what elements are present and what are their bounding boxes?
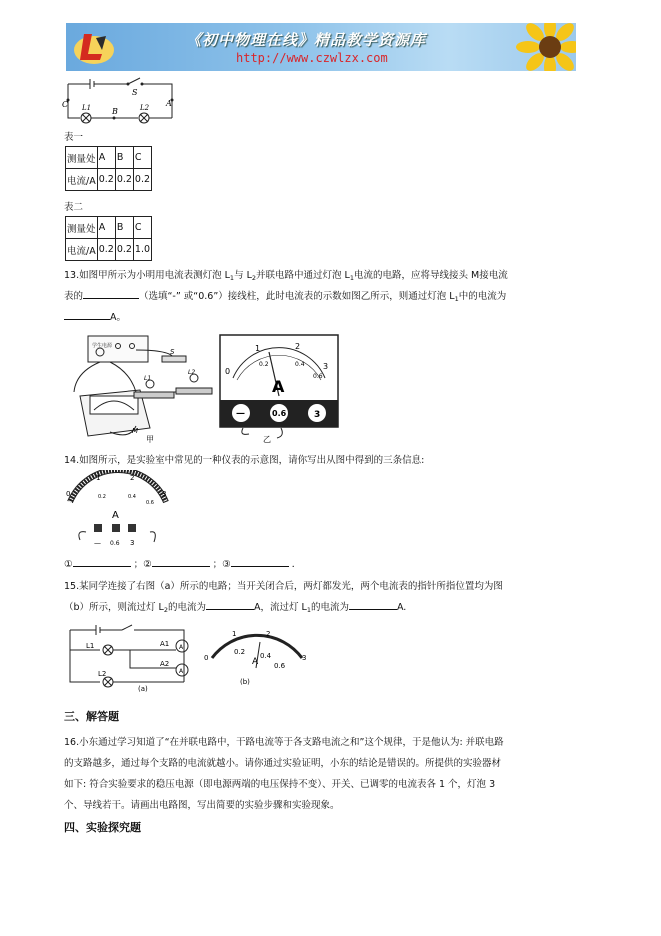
q15-line2: （b）所示，则流过灯 $L_2$的电流为 A，流过灯 $L_1$的电流为 A. [64, 597, 406, 621]
table-cell: A [97, 217, 115, 239]
terminal-label: 0.6 [272, 409, 287, 418]
q13-line1: 13.如图甲所示为小明用电流表测灯泡 $L_1$与 $L_2$并联电路中通过灯泡 $L_1$电流的电路，应将导线接头 M接电流 [64, 270, 508, 282]
tick-label: 2 [130, 474, 135, 482]
tick-label: 3 [302, 654, 307, 662]
meter-unit: A [272, 377, 285, 396]
q15-circuit-a [64, 624, 194, 692]
terminal-label: 3 [314, 410, 321, 420]
answer-blank[interactable] [83, 288, 139, 299]
label-l1: L1 [144, 375, 152, 382]
tick-label: 0.2 [98, 494, 106, 500]
table-cell: 测量处 [66, 217, 98, 239]
terminal-label: — [236, 409, 245, 419]
label-s: S [170, 348, 175, 356]
label-l2: L2 [188, 369, 196, 376]
tick-label: 1 [96, 474, 101, 482]
table-cell: C [133, 147, 151, 169]
table-cell: 0.2 [133, 169, 151, 191]
figure-jia-caption: 甲 [146, 435, 154, 444]
q16-line: 如下: 符合实验要求的稳压电源（即电源两端的电压保持不变）、开关、已调零的电流表各 1 个，灯泡 3 [64, 779, 496, 790]
figure-yi-ammeter [219, 334, 341, 444]
terminal-label: 3 [130, 539, 135, 547]
ammeter-symbol: A [179, 668, 184, 675]
label-l2: L2 [98, 670, 107, 678]
q15-line1: 15.某同学连接了右图（a）所示的电路；当开关闭合后，两灯都发光，两个电流表的指针所指位置均为图 [64, 581, 503, 592]
answer-blank[interactable] [206, 599, 254, 610]
table-cell: A [97, 147, 115, 169]
meter-unit: A [252, 657, 259, 667]
table-cell: 0.2 [115, 239, 133, 261]
site-logo-icon [72, 28, 116, 66]
q14-ammeter-diagram [66, 470, 170, 548]
tick-label: 3 [162, 490, 167, 498]
tick-label: 3 [323, 362, 329, 371]
figure-a-caption: (a) [138, 685, 148, 692]
tick-label: 1 [255, 344, 261, 353]
answer-blank[interactable] [64, 309, 110, 320]
power-supply-label: 学生电源 [92, 343, 113, 349]
tick-label: 0.2 [259, 361, 269, 368]
tick-label: 0 [66, 490, 71, 498]
table-cell: B [115, 217, 133, 239]
figure-jia-apparatus [70, 332, 218, 444]
tick-label: 0.4 [260, 652, 272, 660]
answer-blank[interactable] [152, 556, 210, 567]
tick-label: 0.6 [313, 373, 323, 380]
label-c: C [62, 100, 69, 109]
label-l2: L2 [140, 104, 150, 112]
q13-line2: 表的 （选填“-” 或“0.6”）接线柱，此时电流表的示数如图乙所示，则通过灯泡 $L_1$中的电流为 [64, 286, 506, 310]
table-row [66, 147, 152, 169]
tick-label: 0.4 [295, 361, 305, 368]
q15-meter-b [204, 624, 310, 688]
tick-label: 2 [266, 630, 271, 638]
section3-title: 三、解答题 [64, 710, 119, 723]
table-cell: 电流/A [66, 169, 98, 191]
table-cell: B [115, 147, 133, 169]
table2 [65, 216, 152, 261]
table-row [66, 217, 152, 239]
label-a2: A2 [160, 660, 170, 668]
label-m: M [132, 427, 139, 435]
q13-line3: A。 [64, 307, 126, 328]
banner-title: 《初中物理在线》精品教学资源库 [186, 31, 427, 49]
table1 [65, 146, 152, 191]
table-row [66, 169, 152, 191]
table-cell: 电流/A [66, 239, 98, 261]
banner-url: http://www.czwlzx.com [236, 51, 388, 65]
label-l1: L1 [86, 642, 95, 650]
answer-blank[interactable] [73, 556, 131, 567]
tick-label: 1 [232, 630, 237, 638]
sunflower-icon [510, 23, 576, 71]
q14-text: 14.如图所示，是实验室中常见的一种仪表的示意图，请你写出从图中得到的三条信息: [64, 455, 425, 466]
figure-yi-caption: 乙 [263, 435, 271, 444]
table-cell: 0.2 [97, 169, 115, 191]
section4-title: 四、实验探究题 [64, 821, 141, 834]
answer-blank[interactable] [231, 556, 289, 567]
tick-label: 0.2 [234, 648, 246, 656]
table1-caption: 表一 [64, 132, 84, 143]
label-s: S [132, 88, 138, 97]
label-a: A [166, 99, 172, 108]
tick-label: 0 [204, 654, 209, 662]
tick-label: 0.4 [128, 494, 136, 500]
header-banner [66, 23, 576, 71]
terminal-label: 0.6 [110, 540, 120, 547]
table-row [66, 239, 152, 261]
terminal-label: — [94, 539, 101, 547]
table-cell: 0.2 [115, 169, 133, 191]
answer-blank[interactable] [349, 599, 397, 610]
tick-label: 0 [225, 367, 231, 376]
tick-label: 0.6 [274, 662, 286, 670]
meter-unit: A [112, 510, 119, 521]
table-cell: 测量处 [66, 147, 98, 169]
series-circuit-diagram [62, 76, 178, 126]
figure-b-caption: (b) [240, 678, 250, 686]
q16-line: 个、导线若干。请画出电路图，写出简要的实验步骤和实验现象。 [64, 800, 340, 811]
label-l1: L1 [82, 104, 92, 112]
q14-answers: ① ；② ；③ ． [64, 554, 301, 575]
label-b: B [112, 107, 118, 116]
table2-caption: 表二 [64, 202, 84, 213]
table-cell: 1.0 [133, 239, 151, 261]
label-a1: A1 [160, 640, 170, 648]
table-cell: C [133, 217, 151, 239]
q16-line: 16.小东通过学习知道了“在并联电路中，干路电流等于各支路电流之和”这个规律，于是他认为: 并联电路 [64, 737, 504, 748]
tick-label: 0.6 [146, 500, 154, 506]
q16-line: 的支路越多，通过每个支路的电流就越小。请你通过实验证明，小东的结论是错误的。所提供的实验器材 [64, 758, 502, 769]
table-cell: 0.2 [97, 239, 115, 261]
ammeter-symbol: A [179, 644, 184, 651]
tick-label: 2 [295, 342, 301, 351]
